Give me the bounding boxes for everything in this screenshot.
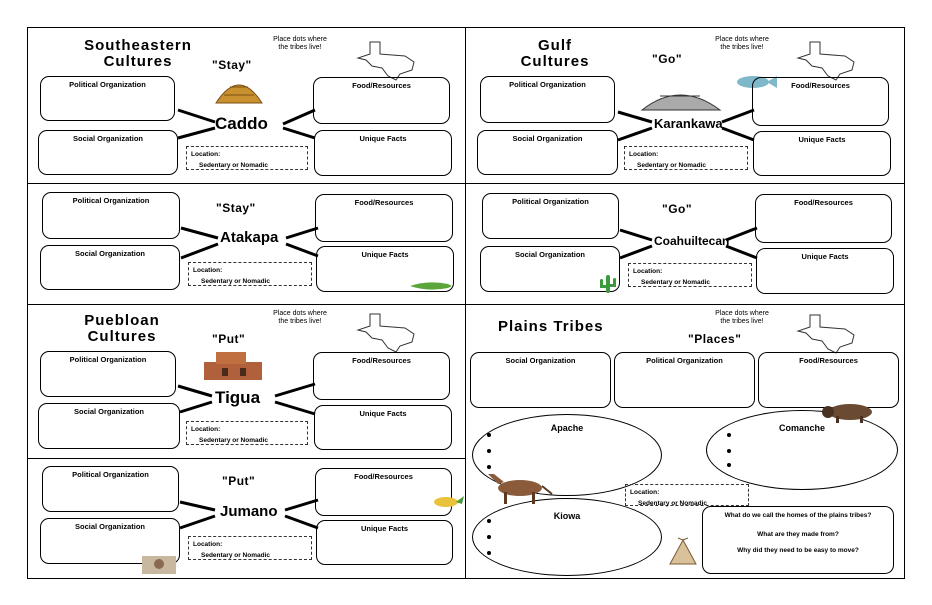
karankawa-name: Karankawa <box>654 116 723 131</box>
karankawa-political-box[interactable]: Political Organization <box>480 76 615 123</box>
jumano-political-box[interactable]: Political Organization <box>42 466 179 512</box>
gulf-title: Gulf Cultures <box>520 37 590 70</box>
jumano-location-box[interactable]: Location: Sedentary or Nomadic <box>188 536 312 560</box>
atakapa-social-box[interactable]: Social Organization <box>40 245 180 290</box>
avatar <box>142 556 176 574</box>
tigua-unique-box[interactable]: Unique Facts <box>314 405 452 450</box>
tigua-quote: "Put" <box>212 332 246 346</box>
atakapa-quote: "Stay" <box>216 201 256 215</box>
tigua-political-box[interactable]: Political Organization <box>40 351 176 397</box>
caddo-political-box[interactable]: Political Organization <box>40 76 175 121</box>
tigua-name: Tigua <box>215 388 261 407</box>
coahuiltecan-name: Coahuiltecan <box>654 234 730 248</box>
caddo-food-box[interactable]: Food/Resources <box>313 77 450 124</box>
horse-icon <box>482 472 554 506</box>
atakapa-political-box[interactable]: Political Organization <box>42 192 180 239</box>
coahuiltecan-political-box[interactable]: Political Organization <box>482 193 619 239</box>
coahuiltecan-social-box[interactable]: Social Organization <box>480 246 620 292</box>
tigua-social-box[interactable]: Social Organization <box>38 403 180 449</box>
coahuiltecan-location-box[interactable]: Location: Sedentary or Nomadic <box>628 263 752 287</box>
jumano-unique-box[interactable]: Unique Facts <box>316 520 453 565</box>
apache-circle[interactable]: Apache <box>472 414 662 496</box>
caddo-unique-box[interactable]: Unique Facts <box>314 130 452 176</box>
jumano-quote: "Put" <box>222 474 256 488</box>
plains-food-box[interactable]: Food/Resources <box>758 352 899 408</box>
plains-title: Plains Tribes <box>498 318 604 335</box>
southeastern-title: Southeastern Cultures <box>84 37 192 70</box>
plains-questions-box[interactable]: What do we call the homes of the plains tribes? What are they made from? Why did they need to be easy to move? <box>702 506 894 574</box>
plains-quote: "Places" <box>688 332 742 346</box>
tigua-food-box[interactable]: Food/Resources <box>313 352 450 400</box>
kiowa-circle[interactable]: Kiowa <box>472 498 662 576</box>
place-dots-text: Place dots where the tribes live! <box>715 36 769 51</box>
plains-social-box[interactable]: Social Organization <box>470 352 611 408</box>
comanche-circle[interactable]: Comanche <box>706 410 898 490</box>
plains-political-box[interactable]: Political Organization <box>614 352 755 408</box>
caddo-location-box[interactable]: Location: Sedentary or Nomadic <box>186 146 308 170</box>
jumano-social-box[interactable]: Social Organization <box>40 518 180 564</box>
puebloan-title: Puebloan Cultures <box>84 312 160 345</box>
caddo-social-box[interactable]: Social Organization <box>38 130 178 175</box>
jumano-food-box[interactable]: Food/Resources <box>315 468 452 516</box>
corn-icon <box>432 494 464 510</box>
karankawa-location-box[interactable]: Location: Sedentary or Nomadic <box>624 146 748 170</box>
plains-location-box[interactable]: Location: Sedentary or Nomadic <box>625 484 749 506</box>
atakapa-location-box[interactable]: Location: Sedentary or Nomadic <box>188 262 312 286</box>
place-dots-text: Place dots where the tribes live! <box>273 36 327 51</box>
caddo-name: Caddo <box>215 114 268 133</box>
atakapa-unique-box[interactable]: Unique Facts <box>316 246 454 292</box>
buffalo-icon <box>820 402 876 424</box>
karankawa-social-box[interactable]: Social Organization <box>477 130 618 175</box>
karankawa-unique-box[interactable]: Unique Facts <box>753 131 891 176</box>
texas-map-icon <box>790 313 860 353</box>
atakapa-name: Atakapa <box>220 229 279 246</box>
karankawa-food-box[interactable]: Food/Resources <box>752 77 889 126</box>
tigua-location-box[interactable]: Location: Sedentary or Nomadic <box>186 421 308 445</box>
karankawa-quote: "Go" <box>652 52 683 66</box>
caddo-quote: "Stay" <box>212 58 252 72</box>
coahuiltecan-quote: "Go" <box>662 202 693 216</box>
place-dots-text: Place dots where the tribes live! <box>715 310 769 325</box>
jumano-name: Jumano <box>220 503 278 520</box>
coahuiltecan-food-box[interactable]: Food/Resources <box>755 194 892 243</box>
place-dots-text: Place dots where the tribes live! <box>273 310 327 325</box>
coahuiltecan-unique-box[interactable]: Unique Facts <box>756 248 894 294</box>
tipi-icon <box>668 538 698 566</box>
atakapa-food-box[interactable]: Food/Resources <box>315 194 453 242</box>
